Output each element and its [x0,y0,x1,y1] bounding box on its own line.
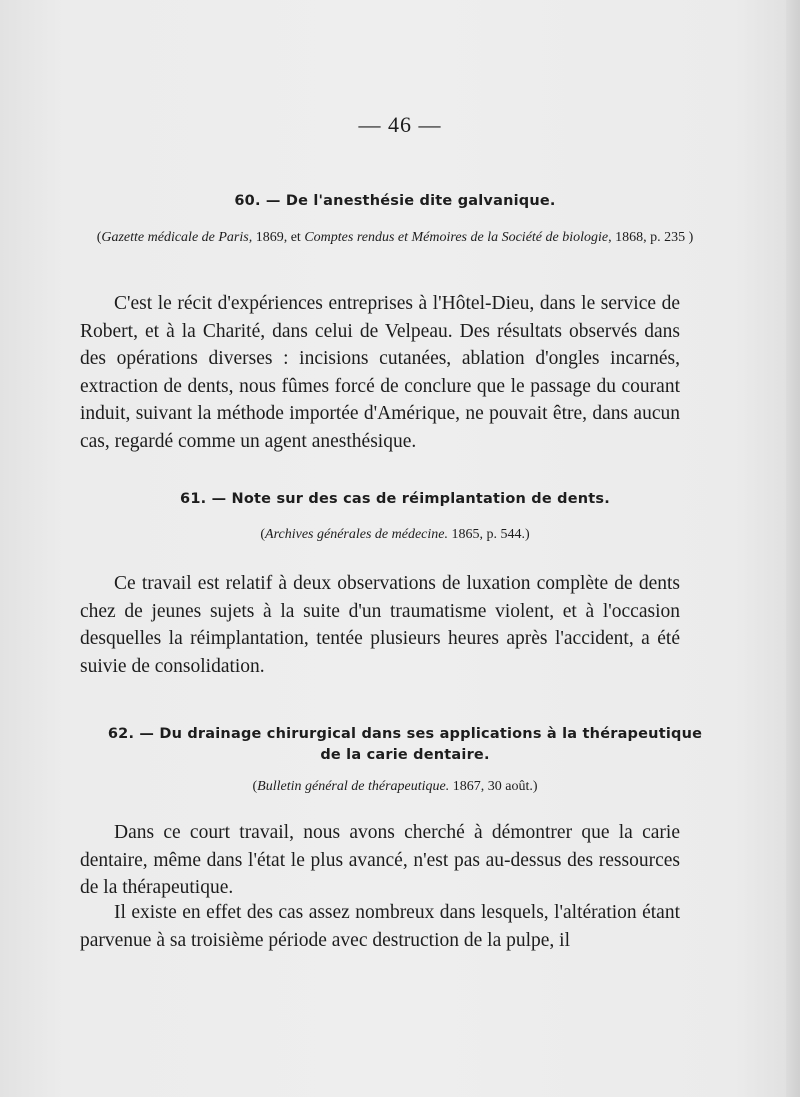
section-paragraph-62: Dans ce court travail, nous avons cherché à démontrer que la carie dentaire, même dans l'état le plus avancé, n'est pas au-dessus des ressources de la thérapeutique. [80,822,680,898]
citation-source-comptes: Comptes rendus et Mémoires de la Société de biologie [304,230,609,245]
page-edge-shadow [786,0,800,1097]
section-paragraph-61: Ce travail est relatif à deux observations de luxation complète de dents chez de jeunes sujets à la suite d'un traumatisme violent, et à l'occasion desquelles la réimplantation, tentée plusieurs heures après l'accident, a été suivie de consolidation. [80,573,680,677]
citation-source-gazette: Gazette médicale de Paris, [101,230,253,245]
citation-tail: 1865, p. 544.) [447,527,530,542]
section-citation-61: (Archives générales de médecine. 1865, p. 544.) [260,527,530,542]
citation-source-archives: Archives générales de médecine. [265,527,448,542]
citation-mid: 1869, et [252,230,305,245]
section-heading-60: 60. — De l'anesthésie dite galvanique. [234,193,556,209]
section-paragraph-60: C'est le récit d'expériences entreprises à l'Hôtel-Dieu, dans le service de Robert, et à la Charité, dans celui de Velpeau. Des résultats observés dans des opérations diverses : incisions cutanées, ablation d'ongles incarnés, extraction de dents, nous fûmes forcé de conclure que le passage du courant induit, suivant la méthode importée d'Amérique, ne pouvait être, dans aucun cas, regardé comme un agent anesthésique. [80,293,680,452]
section-citation-60: (Gazette médicale de Paris, 1869, et Comptes rendus et Mémoires de la Société de biologie, 1868, p. 235 ) [96,230,694,245]
citation-source-bulletin: Bulletin général de thérapeutique. [257,779,450,794]
section-heading-62: 62. — Du drainage chirurgical dans ses applications à la thérapeutique de la carie dentaire. [107,726,703,763]
section-heading-61: 61. — Note sur des cas de réimplantation de dents. [180,491,610,507]
citation-tail: , 1868, p. 235 ) [608,230,694,245]
section-paragraph-62-continued: Il existe en effet des cas assez nombreux dans lesquels, l'altération étant parvenue à sa troisième période avec destruction de la pulpe, il [80,902,680,951]
section-citation-62: (Bulletin général de thérapeutique. 1867, 30 août.) [252,779,538,794]
citation-tail: 1867, 30 août.) [449,779,538,794]
page-number: — 46 — [358,112,442,137]
